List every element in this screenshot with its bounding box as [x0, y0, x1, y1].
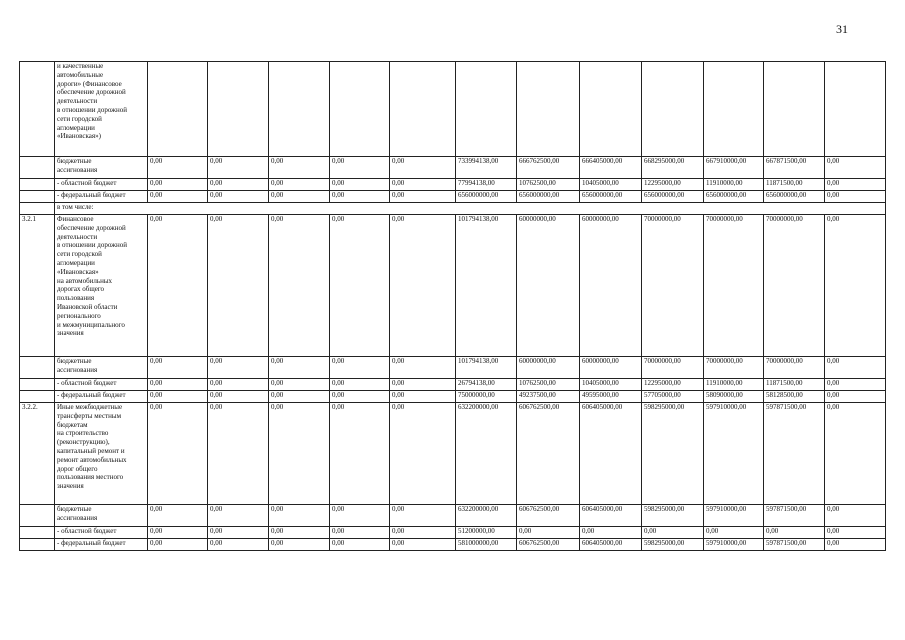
row-description	[55, 379, 148, 391]
value-cell: 101794138,00	[456, 215, 517, 357]
value-cell: 49237500,00	[517, 391, 580, 403]
value-cell: 12295000,00	[642, 179, 704, 191]
value-cell: 0,00	[208, 179, 269, 191]
table-row	[20, 505, 886, 527]
value-cell: 597871500,00	[764, 539, 825, 551]
value-cell: 0,00	[330, 357, 390, 379]
value-cell: 0,00	[208, 505, 269, 527]
value-cell	[825, 62, 886, 157]
value-cell: 581000000,00	[456, 539, 517, 551]
row-description	[55, 62, 148, 157]
value-cell: 0,00	[269, 403, 330, 505]
value-cell: 0,00	[269, 539, 330, 551]
value-cell: 597871500,00	[764, 403, 825, 505]
value-cell: 10405000,00	[580, 179, 642, 191]
value-cell: 0,00	[208, 157, 269, 179]
value-cell: 0,00	[148, 157, 208, 179]
value-cell: 0,00	[208, 357, 269, 379]
value-cell: 0,00	[208, 391, 269, 403]
value-cell: 668295000,00	[642, 157, 704, 179]
value-cell: 597910000,00	[704, 505, 764, 527]
value-cell: 0,00	[330, 157, 390, 179]
budget-table	[19, 61, 886, 551]
table-row	[20, 62, 886, 157]
table-row	[20, 527, 886, 539]
value-cell: 0,00	[269, 179, 330, 191]
value-cell: 70000000,00	[764, 357, 825, 379]
value-cell: 0,00	[208, 403, 269, 505]
value-cell: 70000000,00	[642, 357, 704, 379]
value-cell	[456, 62, 517, 157]
value-cell: 656000000,00	[704, 191, 764, 203]
row-description	[55, 403, 148, 505]
row-code	[20, 203, 55, 215]
value-cell: 12295000,00	[642, 379, 704, 391]
value-cell: 606405000,00	[580, 505, 642, 527]
value-cell: 11871500,00	[764, 379, 825, 391]
row-code	[20, 539, 55, 551]
value-cell: 60000000,00	[517, 215, 580, 357]
value-cell: 0,00	[330, 191, 390, 203]
value-cell: 0,00	[825, 179, 886, 191]
value-cell: 0,00	[269, 505, 330, 527]
value-cell: 70000000,00	[704, 215, 764, 357]
value-cell: 0,00	[330, 527, 390, 539]
value-cell: 58090000,00	[704, 391, 764, 403]
value-cell: 49595000,00	[580, 391, 642, 403]
value-cell: 0,00	[517, 527, 580, 539]
value-cell: 0,00	[390, 215, 456, 357]
value-cell: 0,00	[208, 215, 269, 357]
value-cell: 0,00	[148, 179, 208, 191]
value-cell	[148, 62, 208, 157]
value-cell	[704, 62, 764, 157]
table-row	[20, 191, 886, 203]
value-cell	[517, 62, 580, 157]
value-cell: 0,00	[148, 357, 208, 379]
value-cell: 70000000,00	[704, 357, 764, 379]
value-cell: 0,00	[330, 179, 390, 191]
value-cell: 0,00	[330, 379, 390, 391]
row-code: 3.2.2.	[20, 403, 55, 505]
value-cell: 656000000,00	[517, 191, 580, 203]
value-cell: 0,00	[269, 157, 330, 179]
value-cell: 0,00	[148, 391, 208, 403]
row-description	[55, 357, 148, 379]
value-cell: 0,00	[148, 505, 208, 527]
value-cell: 0,00	[269, 391, 330, 403]
value-cell: 10405000,00	[580, 379, 642, 391]
value-cell: 0,00	[825, 403, 886, 505]
value-cell	[208, 62, 269, 157]
row-description-text: и качественные автомобильные дороги» (Финансовое обеспечение дорожной деятельности в отношении дорожной сети городской агломерации «Ивановская»)	[57, 62, 127, 141]
value-cell: 0,00	[390, 179, 456, 191]
value-cell: 0,00	[208, 539, 269, 551]
row-description-text: - областной бюджет	[57, 527, 117, 535]
value-cell: 0,00	[269, 191, 330, 203]
value-cell: 0,00	[825, 539, 886, 551]
value-cell: 0,00	[390, 403, 456, 505]
value-cell: 606762500,00	[517, 505, 580, 527]
value-cell: 0,00	[764, 527, 825, 539]
value-cell: 0,00	[390, 539, 456, 551]
value-cell: 0,00	[208, 191, 269, 203]
row-description	[55, 203, 886, 215]
value-cell: 0,00	[825, 391, 886, 403]
value-cell	[269, 62, 330, 157]
table-row	[20, 215, 886, 357]
budget-table-body	[20, 62, 886, 551]
value-cell: 70000000,00	[642, 215, 704, 357]
value-cell: 0,00	[330, 539, 390, 551]
value-cell: 0,00	[390, 527, 456, 539]
value-cell	[330, 62, 390, 157]
value-cell	[764, 62, 825, 157]
value-cell: 0,00	[825, 191, 886, 203]
value-cell: 0,00	[330, 505, 390, 527]
value-cell: 667910000,00	[704, 157, 764, 179]
value-cell: 11910000,00	[704, 179, 764, 191]
value-cell: 60000000,00	[580, 357, 642, 379]
row-description	[55, 505, 148, 527]
value-cell: 11910000,00	[704, 379, 764, 391]
value-cell: 598295000,00	[642, 505, 704, 527]
value-cell: 0,00	[825, 527, 886, 539]
row-code	[20, 179, 55, 191]
value-cell: 666405000,00	[580, 157, 642, 179]
value-cell: 0,00	[825, 157, 886, 179]
value-cell: 597871500,00	[764, 505, 825, 527]
row-code	[20, 379, 55, 391]
value-cell: 70000000,00	[764, 215, 825, 357]
row-description-text: - областной бюджет	[57, 179, 117, 187]
row-description	[55, 191, 148, 203]
row-description	[55, 157, 148, 179]
value-cell	[390, 62, 456, 157]
table-row	[20, 379, 886, 391]
row-description-text: - федеральный бюджет	[57, 191, 126, 199]
value-cell: 0,00	[390, 391, 456, 403]
row-code	[20, 357, 55, 379]
value-cell: 0,00	[642, 527, 704, 539]
value-cell: 0,00	[269, 215, 330, 357]
value-cell: 101794138,00	[456, 357, 517, 379]
value-cell: 0,00	[825, 505, 886, 527]
table-row	[20, 203, 886, 215]
table-row	[20, 539, 886, 551]
value-cell: 0,00	[704, 527, 764, 539]
value-cell: 0,00	[148, 379, 208, 391]
value-cell: 0,00	[330, 403, 390, 505]
value-cell: 0,00	[269, 527, 330, 539]
value-cell: 597910000,00	[704, 403, 764, 505]
row-description-text: Финансовое обеспечение дорожной деятельности в отношении дорожной сети городской агломерации «Ивановская» на автомобильных дорогах общего пользования Ивановской области регионального и межмуниципального значения	[57, 215, 127, 338]
value-cell: 667871500,00	[764, 157, 825, 179]
row-description	[55, 527, 148, 539]
table-row	[20, 403, 886, 505]
table-row	[20, 157, 886, 179]
row-description	[55, 215, 148, 357]
value-cell: 0,00	[330, 215, 390, 357]
value-cell: 656000000,00	[764, 191, 825, 203]
table-row	[20, 179, 886, 191]
row-description	[55, 391, 148, 403]
value-cell: 656000000,00	[580, 191, 642, 203]
row-code	[20, 157, 55, 179]
row-code: 3.2.1	[20, 215, 55, 357]
value-cell: 666762500,00	[517, 157, 580, 179]
value-cell: 656000000,00	[456, 191, 517, 203]
row-code	[20, 391, 55, 403]
value-cell: 51200000,00	[456, 527, 517, 539]
row-description-text: - федеральный бюджет	[57, 539, 126, 547]
value-cell: 77994138,00	[456, 179, 517, 191]
row-description-text: - областной бюджет	[57, 379, 117, 387]
page-number: 31	[836, 22, 848, 36]
value-cell: 0,00	[208, 527, 269, 539]
value-cell: 0,00	[269, 357, 330, 379]
value-cell: 0,00	[148, 403, 208, 505]
row-description-text: бюджетные ассигнования	[57, 505, 98, 522]
row-description-text: бюджетные ассигнования	[57, 357, 98, 374]
value-cell: 598295000,00	[642, 403, 704, 505]
value-cell: 598295000,00	[642, 539, 704, 551]
value-cell: 26794138,00	[456, 379, 517, 391]
value-cell: 606762500,00	[517, 403, 580, 505]
value-cell: 0,00	[330, 391, 390, 403]
value-cell: 0,00	[580, 527, 642, 539]
value-cell: 10762500,00	[517, 179, 580, 191]
value-cell: 0,00	[390, 157, 456, 179]
value-cell: 58128500,00	[764, 391, 825, 403]
value-cell: 57705000,00	[642, 391, 704, 403]
value-cell: 0,00	[825, 379, 886, 391]
value-cell: 0,00	[390, 191, 456, 203]
value-cell: 11871500,00	[764, 179, 825, 191]
row-description-text: в том числе:	[57, 203, 94, 211]
value-cell: 0,00	[825, 215, 886, 357]
row-description-text: Иные межбюджетные трансферты местным бюджетам на строительство (реконструкцию), капитальный ремонт и ремонт автомобильных дорог общего пользования местного значения	[57, 403, 127, 491]
value-cell: 733994138,00	[456, 157, 517, 179]
value-cell: 0,00	[390, 505, 456, 527]
value-cell: 0,00	[148, 539, 208, 551]
table-row	[20, 391, 886, 403]
value-cell	[642, 62, 704, 157]
value-cell: 60000000,00	[580, 215, 642, 357]
value-cell: 0,00	[148, 191, 208, 203]
row-code	[20, 191, 55, 203]
value-cell: 606762500,00	[517, 539, 580, 551]
row-code	[20, 62, 55, 157]
value-cell: 75000000,00	[456, 391, 517, 403]
value-cell: 656000000,00	[642, 191, 704, 203]
value-cell: 0,00	[390, 357, 456, 379]
row-description	[55, 539, 148, 551]
row-description	[55, 179, 148, 191]
value-cell: 606405000,00	[580, 539, 642, 551]
value-cell: 0,00	[390, 379, 456, 391]
row-code	[20, 527, 55, 539]
value-cell	[580, 62, 642, 157]
value-cell: 0,00	[269, 379, 330, 391]
row-code	[20, 505, 55, 527]
row-description-text: - федеральный бюджет	[57, 391, 126, 399]
value-cell: 0,00	[148, 527, 208, 539]
value-cell: 0,00	[825, 357, 886, 379]
value-cell: 60000000,00	[517, 357, 580, 379]
value-cell: 0,00	[208, 379, 269, 391]
value-cell: 0,00	[148, 215, 208, 357]
value-cell: 632200000,00	[456, 403, 517, 505]
value-cell: 597910000,00	[704, 539, 764, 551]
value-cell: 10762500,00	[517, 379, 580, 391]
value-cell: 632200000,00	[456, 505, 517, 527]
value-cell: 606405000,00	[580, 403, 642, 505]
row-description-text: бюджетные ассигнования	[57, 157, 98, 174]
table-row	[20, 357, 886, 379]
